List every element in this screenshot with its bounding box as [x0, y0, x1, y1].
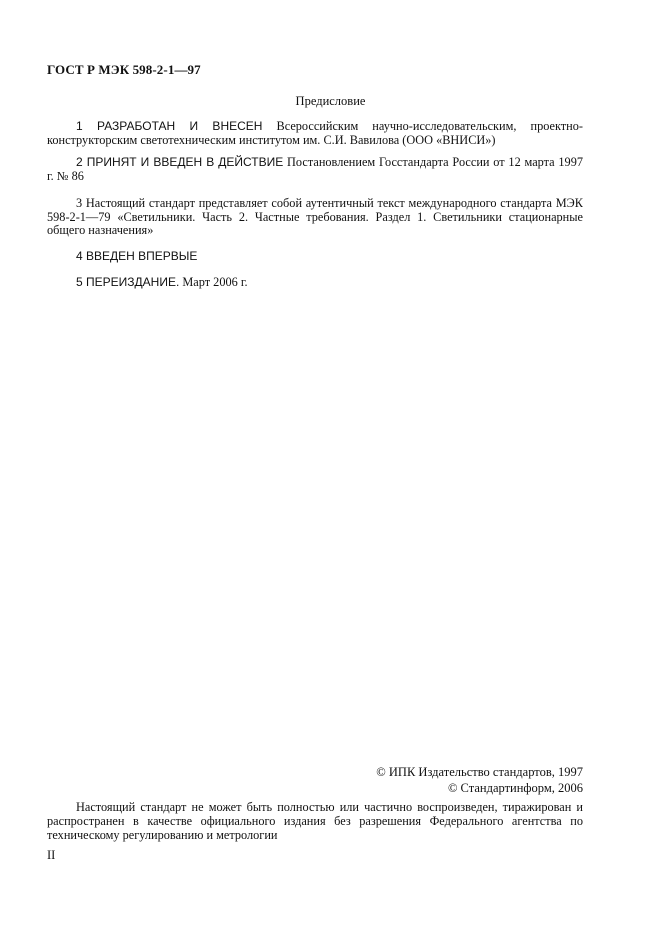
foreword-item-5 [47, 276, 583, 290]
item-lead: 1 РАЗРАБОТАН И ВНЕСЕН [76, 119, 263, 133]
page-number: II [47, 848, 56, 862]
section-title-foreword: Предисловие [295, 94, 366, 108]
item-text: 3 Настоящий стандарт представляет собой аутентичный текст международного стандарта МЭК 598-2-1—79 «Светильники. Часть 2. Частные требования. Раздел 1. Светильники стационарные общего назначения» [47, 196, 583, 237]
foreword-item-3 [47, 197, 583, 238]
item-text: Всероссийским научно-исследовательским, проектно-конструкторским светотехническим институтом им. С.И. Вавилова (ООО «ВНИСИ») [47, 119, 583, 147]
foreword-item-1 [47, 120, 583, 147]
copyright-line-1: © ИПК Издательство стандартов, 1997 [376, 765, 583, 779]
item-lead: 4 ВВЕДЕН ВПЕРВЫЕ [76, 249, 198, 263]
copyright-block [376, 764, 583, 796]
reproduction-notice: Настоящий стандарт не может быть полностью или частично воспроизведен, тиражирован и распространен в качестве официального издания без разрешения Федерального агентства по техническому регулированию и метрологии [47, 800, 583, 842]
item-lead: 5 ПЕРЕИЗДАНИЕ. [76, 275, 180, 289]
foreword-item-2 [47, 156, 583, 183]
item-text: Март 2006 г. [179, 275, 248, 289]
foreword-item-4 [47, 250, 583, 264]
item-lead: 2 ПРИНЯТ И ВВЕДЕН В ДЕЙСТВИЕ [76, 155, 284, 169]
document-code-header: ГОСТ Р МЭК 598-2-1—97 [47, 62, 201, 77]
copyright-line-2: © Стандартинформ, 2006 [447, 781, 583, 795]
item-text: Постановлением Госстандарта России от 12 марта 1997 г. № 86 [47, 155, 584, 183]
